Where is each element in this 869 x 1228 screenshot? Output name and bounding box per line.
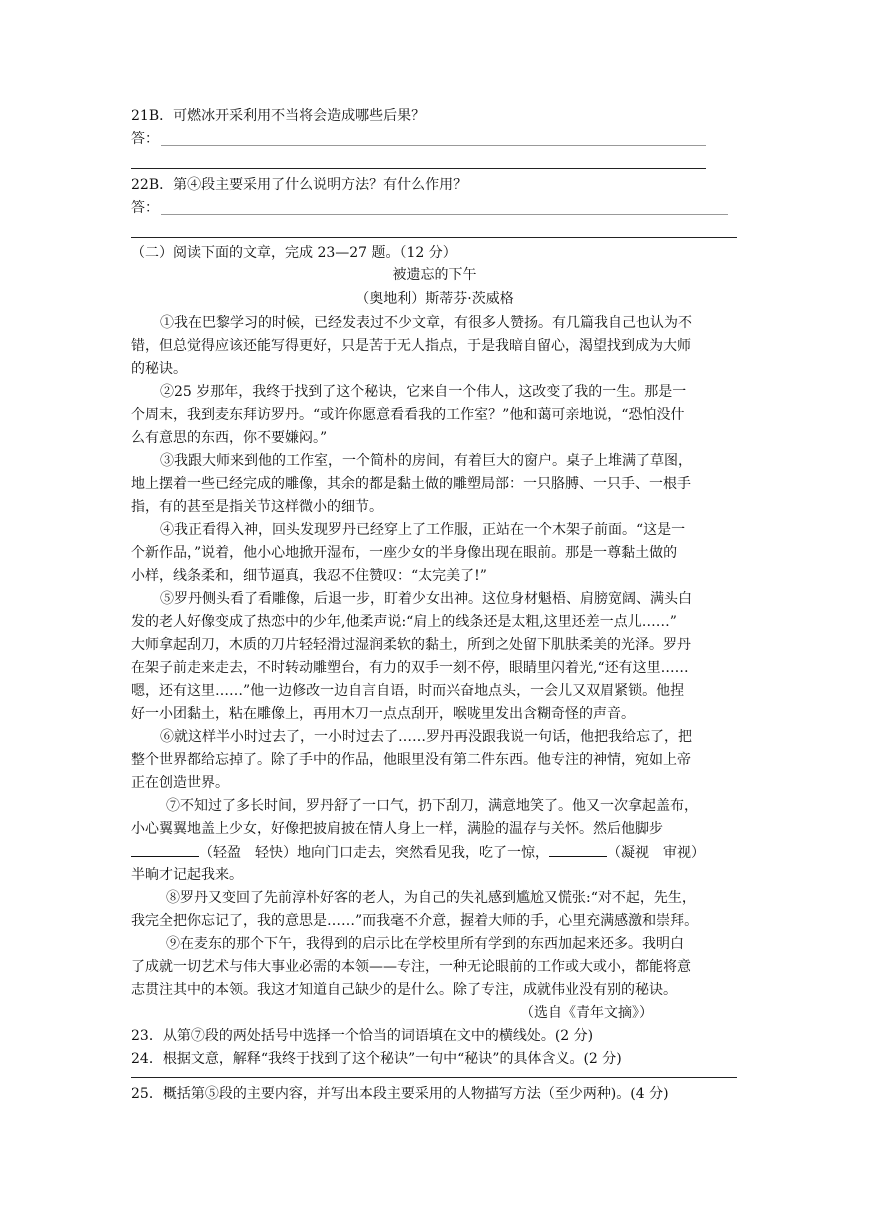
answer-line[interactable] — [131, 168, 706, 169]
choice-text-2: （凝视 审视） — [607, 845, 705, 861]
article-source: （选自《青年文摘》） — [520, 1005, 653, 1021]
paragraph-line: 了成就一切艺术与伟大事业必需的本领——专注，一种无论眼前的工作或大或小，都能将意 — [131, 959, 691, 975]
answer-label-22b: 答： — [131, 200, 159, 216]
section-intro: （二）阅读下面的文章，完成 23—27 题。（12 分） — [131, 245, 457, 261]
answer-line[interactable] — [161, 145, 706, 146]
question-24: 24．根据文意，解释“我终于找到了这个秘诀”一句中“秘诀”的具体含义。(2 分) — [131, 1051, 622, 1067]
paragraph-line: ②25 岁那年，我终于找到了这个秘诀，它来自一个伟人，这改变了我的一生。那是一 — [160, 384, 687, 400]
paragraph-line: ④我正看得入神，回头发现罗丹已经穿上了工作服，正站在一个木架子前面。“这是一 — [160, 522, 686, 538]
paragraph-line: 指，有的甚至是指关节这样微小的细节。 — [131, 499, 383, 515]
paragraph-line: 么有意思的东西，你不要嫌闷。” — [131, 430, 328, 446]
fill-in-blank-2[interactable] — [549, 842, 607, 857]
answer-line[interactable] — [161, 214, 728, 215]
fill-in-blank-1[interactable] — [131, 842, 199, 857]
paragraph-line: 整个世界都给忘掉了。除了手中的作品，他眼里没有第二件东西。他专注的神情，宛如上帝 — [131, 752, 691, 768]
paragraph-line: 个新作品，”说着，他小心地掀开湿布，一座少女的半身像出现在眼前。那是一尊黏土做的 — [131, 545, 678, 561]
paragraph-line: 个周末，我到麦东拜访罗丹。“或许你愿意看看我的工作室？”他和蔼可亲地说，“恐怕没什 — [131, 407, 685, 423]
article-author: （奥地利）斯蒂芬·茨威格 — [355, 291, 514, 307]
paragraph-line: ⑧罗丹又变回了先前淳朴好客的老人，为自己的失礼感到尴尬又慌张:“对不起，先生， — [166, 890, 696, 906]
choice-text-1: （轻盈 轻快）地向门口走去，突然看见我，吃了一惊， — [199, 845, 549, 861]
question-25: 25．概括第⑤段的主要内容，并写出本段主要采用的人物描写方法（至少两种)。(4 分) — [131, 1086, 669, 1102]
paragraph-line: 小心翼翼地盖上少女，好像把披肩披在情人身上一样，满脸的温存与关怀。然后他脚步 — [131, 821, 663, 837]
paragraph-line: 在架子前走来走去，不时转动雕塑台，有力的双手一刻不停，眼睛里闪着光,“还有这里…… — [131, 660, 689, 676]
paragraph-line-with-blanks — [131, 842, 705, 863]
question-21b: 21B．可燃冰开采利用不当将会造成哪些后果？ — [131, 108, 426, 124]
paragraph-line: ①我在巴黎学习的时候，已经发表过不少文章，有很多人赞扬。有几篇我自己也认为不 — [160, 315, 692, 331]
paragraph-line: 半晌才记起我来。 — [131, 867, 243, 883]
paragraph-line: 我完全把你忘记了，我的意思是……”而我毫不介意，握着大师的手，心里充满感激和崇拜。 — [131, 913, 699, 929]
paragraph-line: ⑨在麦东的那个下午，我得到的启示比在学校里所有学到的东西加起来还多。我明白 — [166, 936, 684, 952]
paragraph-line: ③我跟大师来到他的工作室，一个简朴的房间，有着巨大的窗户。桌子上堆满了草图， — [160, 453, 692, 469]
paragraph-line: 错，但总觉得应该还能写得更好，只是苦于无人指点，于是我暗自留心，渴望找到成为大师 — [131, 338, 691, 354]
paragraph-line: 地上摆着一些已经完成的雕像，其余的都是黏土做的雕塑局部：一只胳膊、一只手、一根手 — [131, 476, 691, 492]
paragraph-line: 小样，线条柔和，细节逼真，我忍不住赞叹：“太完美了!” — [131, 568, 487, 584]
question-23: 23．从第⑦段的两处括号中选择一个恰当的词语填在文中的横线处。(2 分) — [131, 1028, 594, 1044]
question-22b: 22B．第④段主要采用了什么说明方法？有什么作用？ — [131, 177, 468, 193]
answer-label-21b: 答： — [131, 131, 159, 147]
paragraph-line: 大师拿起刮刀，木质的刀片轻轻滑过湿润柔软的黏土，所到之处留下肌肤柔美的光泽。罗丹 — [131, 637, 691, 653]
paragraph-line: 发的老人好像变成了热恋中的少年,他柔声说:“肩上的线条还是太粗,这里还差一点儿……” — [131, 614, 677, 630]
paragraph-line: 志贯注其中的本领。我这才知道自己缺少的是什么。除了专注，成就伟业没有别的秘诀。 — [131, 982, 677, 998]
paragraph-line: ⑤罗丹侧头看了看雕像，后退一步，盯着少女出神。这位身材魁梧、肩膀宽阔、满头白 — [160, 591, 692, 607]
paragraph-line: 正在创造世界。 — [131, 775, 229, 791]
paragraph-line: 的秘诀。 — [131, 361, 187, 377]
paragraph-line: ⑥就这样半小时过去了，一小时过去了……罗丹再没跟我说一句话，他把我给忘了，把 — [160, 729, 692, 745]
article-title: 被遗忘的下午 — [392, 267, 477, 283]
answer-line[interactable] — [131, 1077, 737, 1078]
paragraph-line: 嗯，还有这里……”他一边修改一边自言自语，时而兴奋地点头，一会儿又双眉紧锁。他捏 — [131, 683, 685, 699]
paragraph-line: ⑦不知过了多长时间，罗丹舒了一口气，扔下刮刀，满意地笑了。他又一次拿起盖布， — [166, 798, 698, 814]
answer-line[interactable] — [131, 237, 737, 238]
paragraph-line: 好一小团黏土，粘在雕像上，再用木刀一点点刮开，喉咙里发出含糊奇怪的声音。 — [131, 706, 635, 722]
